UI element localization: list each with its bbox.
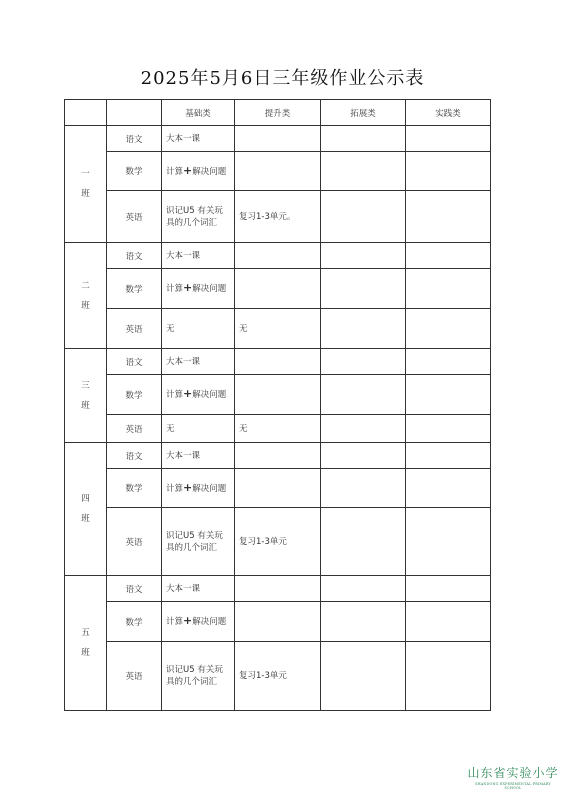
subject-cell: 语文 bbox=[107, 443, 162, 469]
practice-cell bbox=[406, 191, 491, 243]
improve-cell: 复习1-3单元。 bbox=[235, 191, 321, 243]
practice-cell bbox=[406, 576, 491, 602]
subject-cell: 语文 bbox=[107, 243, 162, 269]
basic-cell: 识记U5 有关玩具的几个词汇 bbox=[162, 642, 235, 711]
practice-cell bbox=[406, 126, 491, 152]
practice-cell bbox=[406, 375, 491, 415]
expand-cell bbox=[321, 152, 406, 191]
subject-cell: 数学 bbox=[107, 152, 162, 191]
class-label: 四 班 bbox=[65, 443, 107, 576]
table-row bbox=[65, 443, 491, 469]
basic-cell: 大本一课 bbox=[162, 243, 235, 269]
basic-cell: 计算+解决问题 bbox=[162, 269, 235, 309]
practice-cell bbox=[406, 152, 491, 191]
practice-cell bbox=[406, 602, 491, 642]
subject-cell: 数学 bbox=[107, 602, 162, 642]
basic-cell: 识记U5 有关玩具的几个词汇 bbox=[162, 508, 235, 576]
improve-cell: 无 bbox=[235, 309, 321, 349]
basic-cell: 无 bbox=[162, 309, 235, 349]
homework-table bbox=[64, 99, 491, 711]
practice-cell bbox=[406, 642, 491, 711]
practice-cell bbox=[406, 508, 491, 576]
improve-cell: 无 bbox=[235, 415, 321, 443]
expand-cell bbox=[321, 126, 406, 152]
expand-cell bbox=[321, 269, 406, 309]
basic-cell: 识记U5 有关玩具的几个词汇 bbox=[162, 191, 235, 243]
school-logo-en: SHANDONG EXPERIMENTAL PRIMARY SCHOOL bbox=[475, 782, 551, 790]
subject-cell: 数学 bbox=[107, 469, 162, 508]
expand-cell bbox=[321, 349, 406, 375]
school-logo-cn: 山东省实验小学 bbox=[467, 766, 559, 780]
practice-cell bbox=[406, 415, 491, 443]
improve-cell bbox=[235, 602, 321, 642]
table-row bbox=[65, 508, 491, 576]
school-logo bbox=[467, 764, 559, 790]
improve-cell bbox=[235, 243, 321, 269]
class-label: 二 班 bbox=[65, 243, 107, 349]
basic-cell: 大本一课 bbox=[162, 126, 235, 152]
header-cell-subject bbox=[107, 100, 162, 126]
improve-cell: 复习1-3单元 bbox=[235, 508, 321, 576]
improve-cell: 复习1-3单元 bbox=[235, 642, 321, 711]
subject-cell: 英语 bbox=[107, 642, 162, 711]
practice-cell bbox=[406, 243, 491, 269]
subject-cell: 语文 bbox=[107, 349, 162, 375]
class-label: 三 班 bbox=[65, 349, 107, 443]
improve-cell bbox=[235, 126, 321, 152]
subject-cell: 英语 bbox=[107, 191, 162, 243]
basic-cell: 计算+解决问题 bbox=[162, 469, 235, 508]
class-label: 五 班 bbox=[65, 576, 107, 711]
basic-cell: 计算+解决问题 bbox=[162, 152, 235, 191]
table-row bbox=[65, 642, 491, 711]
subject-cell: 数学 bbox=[107, 269, 162, 309]
expand-cell bbox=[321, 375, 406, 415]
basic-cell: 大本一课 bbox=[162, 349, 235, 375]
improve-cell bbox=[235, 152, 321, 191]
table-row bbox=[65, 415, 491, 443]
header-cell-improve: 提升类 bbox=[235, 100, 321, 126]
expand-cell bbox=[321, 508, 406, 576]
expand-cell bbox=[321, 415, 406, 443]
basic-cell: 无 bbox=[162, 415, 235, 443]
table-row bbox=[65, 375, 491, 415]
basic-cell: 计算+解决问题 bbox=[162, 375, 235, 415]
expand-cell bbox=[321, 191, 406, 243]
header-cell-basic: 基础类 bbox=[162, 100, 235, 126]
practice-cell bbox=[406, 269, 491, 309]
header-cell-class bbox=[65, 100, 107, 126]
table-row bbox=[65, 469, 491, 508]
table-row bbox=[65, 269, 491, 309]
practice-cell bbox=[406, 469, 491, 508]
practice-cell bbox=[406, 349, 491, 375]
basic-cell: 大本一课 bbox=[162, 443, 235, 469]
expand-cell bbox=[321, 469, 406, 508]
improve-cell bbox=[235, 576, 321, 602]
header-row bbox=[65, 100, 491, 126]
subject-cell: 英语 bbox=[107, 508, 162, 576]
expand-cell bbox=[321, 602, 406, 642]
table-row bbox=[65, 191, 491, 243]
improve-cell bbox=[235, 375, 321, 415]
improve-cell bbox=[235, 349, 321, 375]
expand-cell bbox=[321, 243, 406, 269]
expand-cell bbox=[321, 443, 406, 469]
table-row bbox=[65, 602, 491, 642]
header-cell-expand: 拓展类 bbox=[321, 100, 406, 126]
table-row bbox=[65, 349, 491, 375]
header-cell-practice: 实践类 bbox=[406, 100, 491, 126]
table-row bbox=[65, 309, 491, 349]
subject-cell: 数学 bbox=[107, 375, 162, 415]
table-row bbox=[65, 576, 491, 602]
subject-cell: 英语 bbox=[107, 309, 162, 349]
improve-cell bbox=[235, 469, 321, 508]
basic-cell: 计算+解决问题 bbox=[162, 602, 235, 642]
improve-cell bbox=[235, 269, 321, 309]
improve-cell bbox=[235, 443, 321, 469]
class-label: 一 班 bbox=[65, 126, 107, 243]
basic-cell: 大本一课 bbox=[162, 576, 235, 602]
page-title: 2025年5月6日三年级作业公示表 bbox=[140, 68, 425, 89]
practice-cell bbox=[406, 443, 491, 469]
table-row bbox=[65, 126, 491, 152]
expand-cell bbox=[321, 642, 406, 711]
subject-cell: 英语 bbox=[107, 415, 162, 443]
subject-cell: 语文 bbox=[107, 126, 162, 152]
expand-cell bbox=[321, 576, 406, 602]
table-row bbox=[65, 243, 491, 269]
subject-cell: 语文 bbox=[107, 576, 162, 602]
practice-cell bbox=[406, 309, 491, 349]
expand-cell bbox=[321, 309, 406, 349]
table-row bbox=[65, 152, 491, 191]
